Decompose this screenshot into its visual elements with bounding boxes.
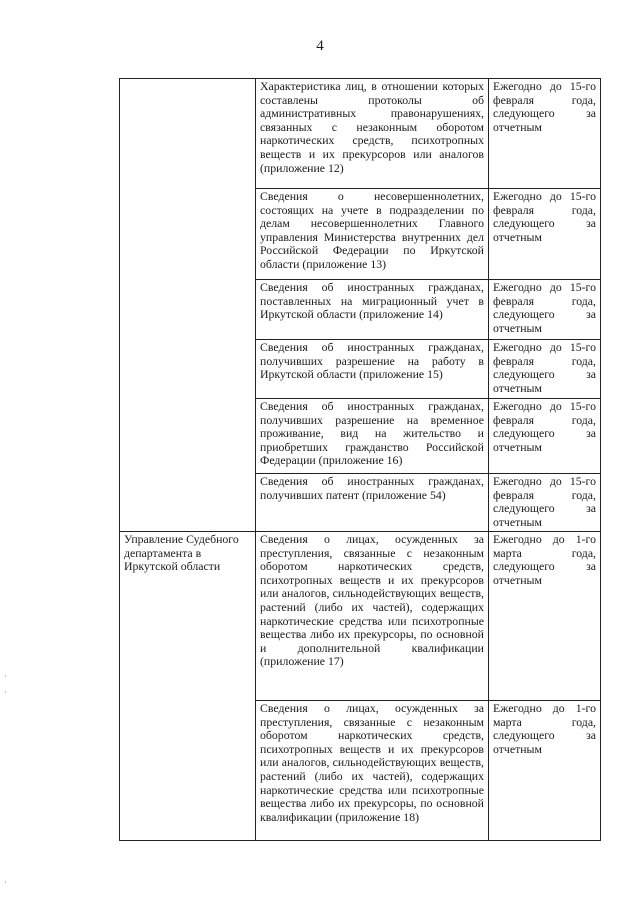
reporting-table xyxy=(119,78,601,841)
scan-mark: · xyxy=(4,878,7,887)
description-cell: Сведения о несовершеннолетних, состоящих на учете в подразделении по делам несовершеннолетних Главного управления Министерства внутренних дел Российской Федерации по Иркутской области (приложение 13) xyxy=(256,189,489,280)
table-row xyxy=(120,532,601,701)
description-cell: Сведения об иностранных гражданах, получивших разрешение на работу в Иркутской области (приложение 15) xyxy=(256,340,489,399)
deadline-cell: Ежегодно до 1-го марта года, следующего за отчетным xyxy=(489,701,601,841)
deadline-cell: Ежегодно до 15-го февраля года, следующего за отчетным xyxy=(489,79,601,189)
scan-mark: · xyxy=(4,672,7,681)
deadline-cell: Ежегодно до 15-го февраля года, следующего за отчетным xyxy=(489,340,601,399)
description-cell: Сведения об иностранных гражданах, получивших разрешение на временное проживание, вид на жительство и приобретших гражданство Российской Федерации (приложение 16) xyxy=(256,399,489,474)
description-cell: Сведения об иностранных гражданах, поставленных на миграционный учет в Иркутской области (приложение 14) xyxy=(256,280,489,340)
description-cell: Характеристика лиц, в отношении которых составлены протоколы об административных правонарушениях, связанных с незаконным оборотом наркотических средств, психотропных веществ и их прекурсоров или аналогов (приложение 12) xyxy=(256,79,489,189)
deadline-cell: Ежегодно до 15-го февраля года, следующего за отчетным xyxy=(489,474,601,532)
deadline-cell: Ежегодно до 15-го февраля года, следующего за отчетным xyxy=(489,399,601,474)
deadline-cell: Ежегодно до 1-го марта года, следующего за отчетным xyxy=(489,532,601,701)
page-number: 4 xyxy=(316,38,324,54)
deadline-cell: Ежегодно до 15-го февраля года, следующего за отчетным xyxy=(489,189,601,280)
deadline-cell: Ежегодно до 15-го февраля года, следующего за отчетным xyxy=(489,280,601,340)
description-cell: Сведения об иностранных гражданах, получивших патент (приложение 54) xyxy=(256,474,489,532)
organization-cell xyxy=(120,79,256,532)
organization-cell: Управление Судебного департамента в Иркутской области xyxy=(120,532,256,841)
table-row xyxy=(120,79,601,189)
description-cell: Сведения о лицах, осужденных за преступления, связанные с незаконным оборотом наркотических средств, психотропных веществ и их прекурсоров или аналогов, сильнодействующих веществ, растений (либо их частей), содержащих наркотические средства или психотропные вещества либо их прекурсоры, по основной и дополнительной квалификации (приложение 17) xyxy=(256,532,489,701)
scan-mark: · xyxy=(4,688,7,697)
description-cell: Сведения о лицах, осужденных за преступления, связанные с незаконным оборотом наркотических средств, психотропных веществ и их прекурсоров или аналогов, сильнодействующих веществ, растений (либо их частей), содержащих наркотические средства или психотропные вещества либо их прекурсоры, по основной квалификации (приложение 18) xyxy=(256,701,489,841)
